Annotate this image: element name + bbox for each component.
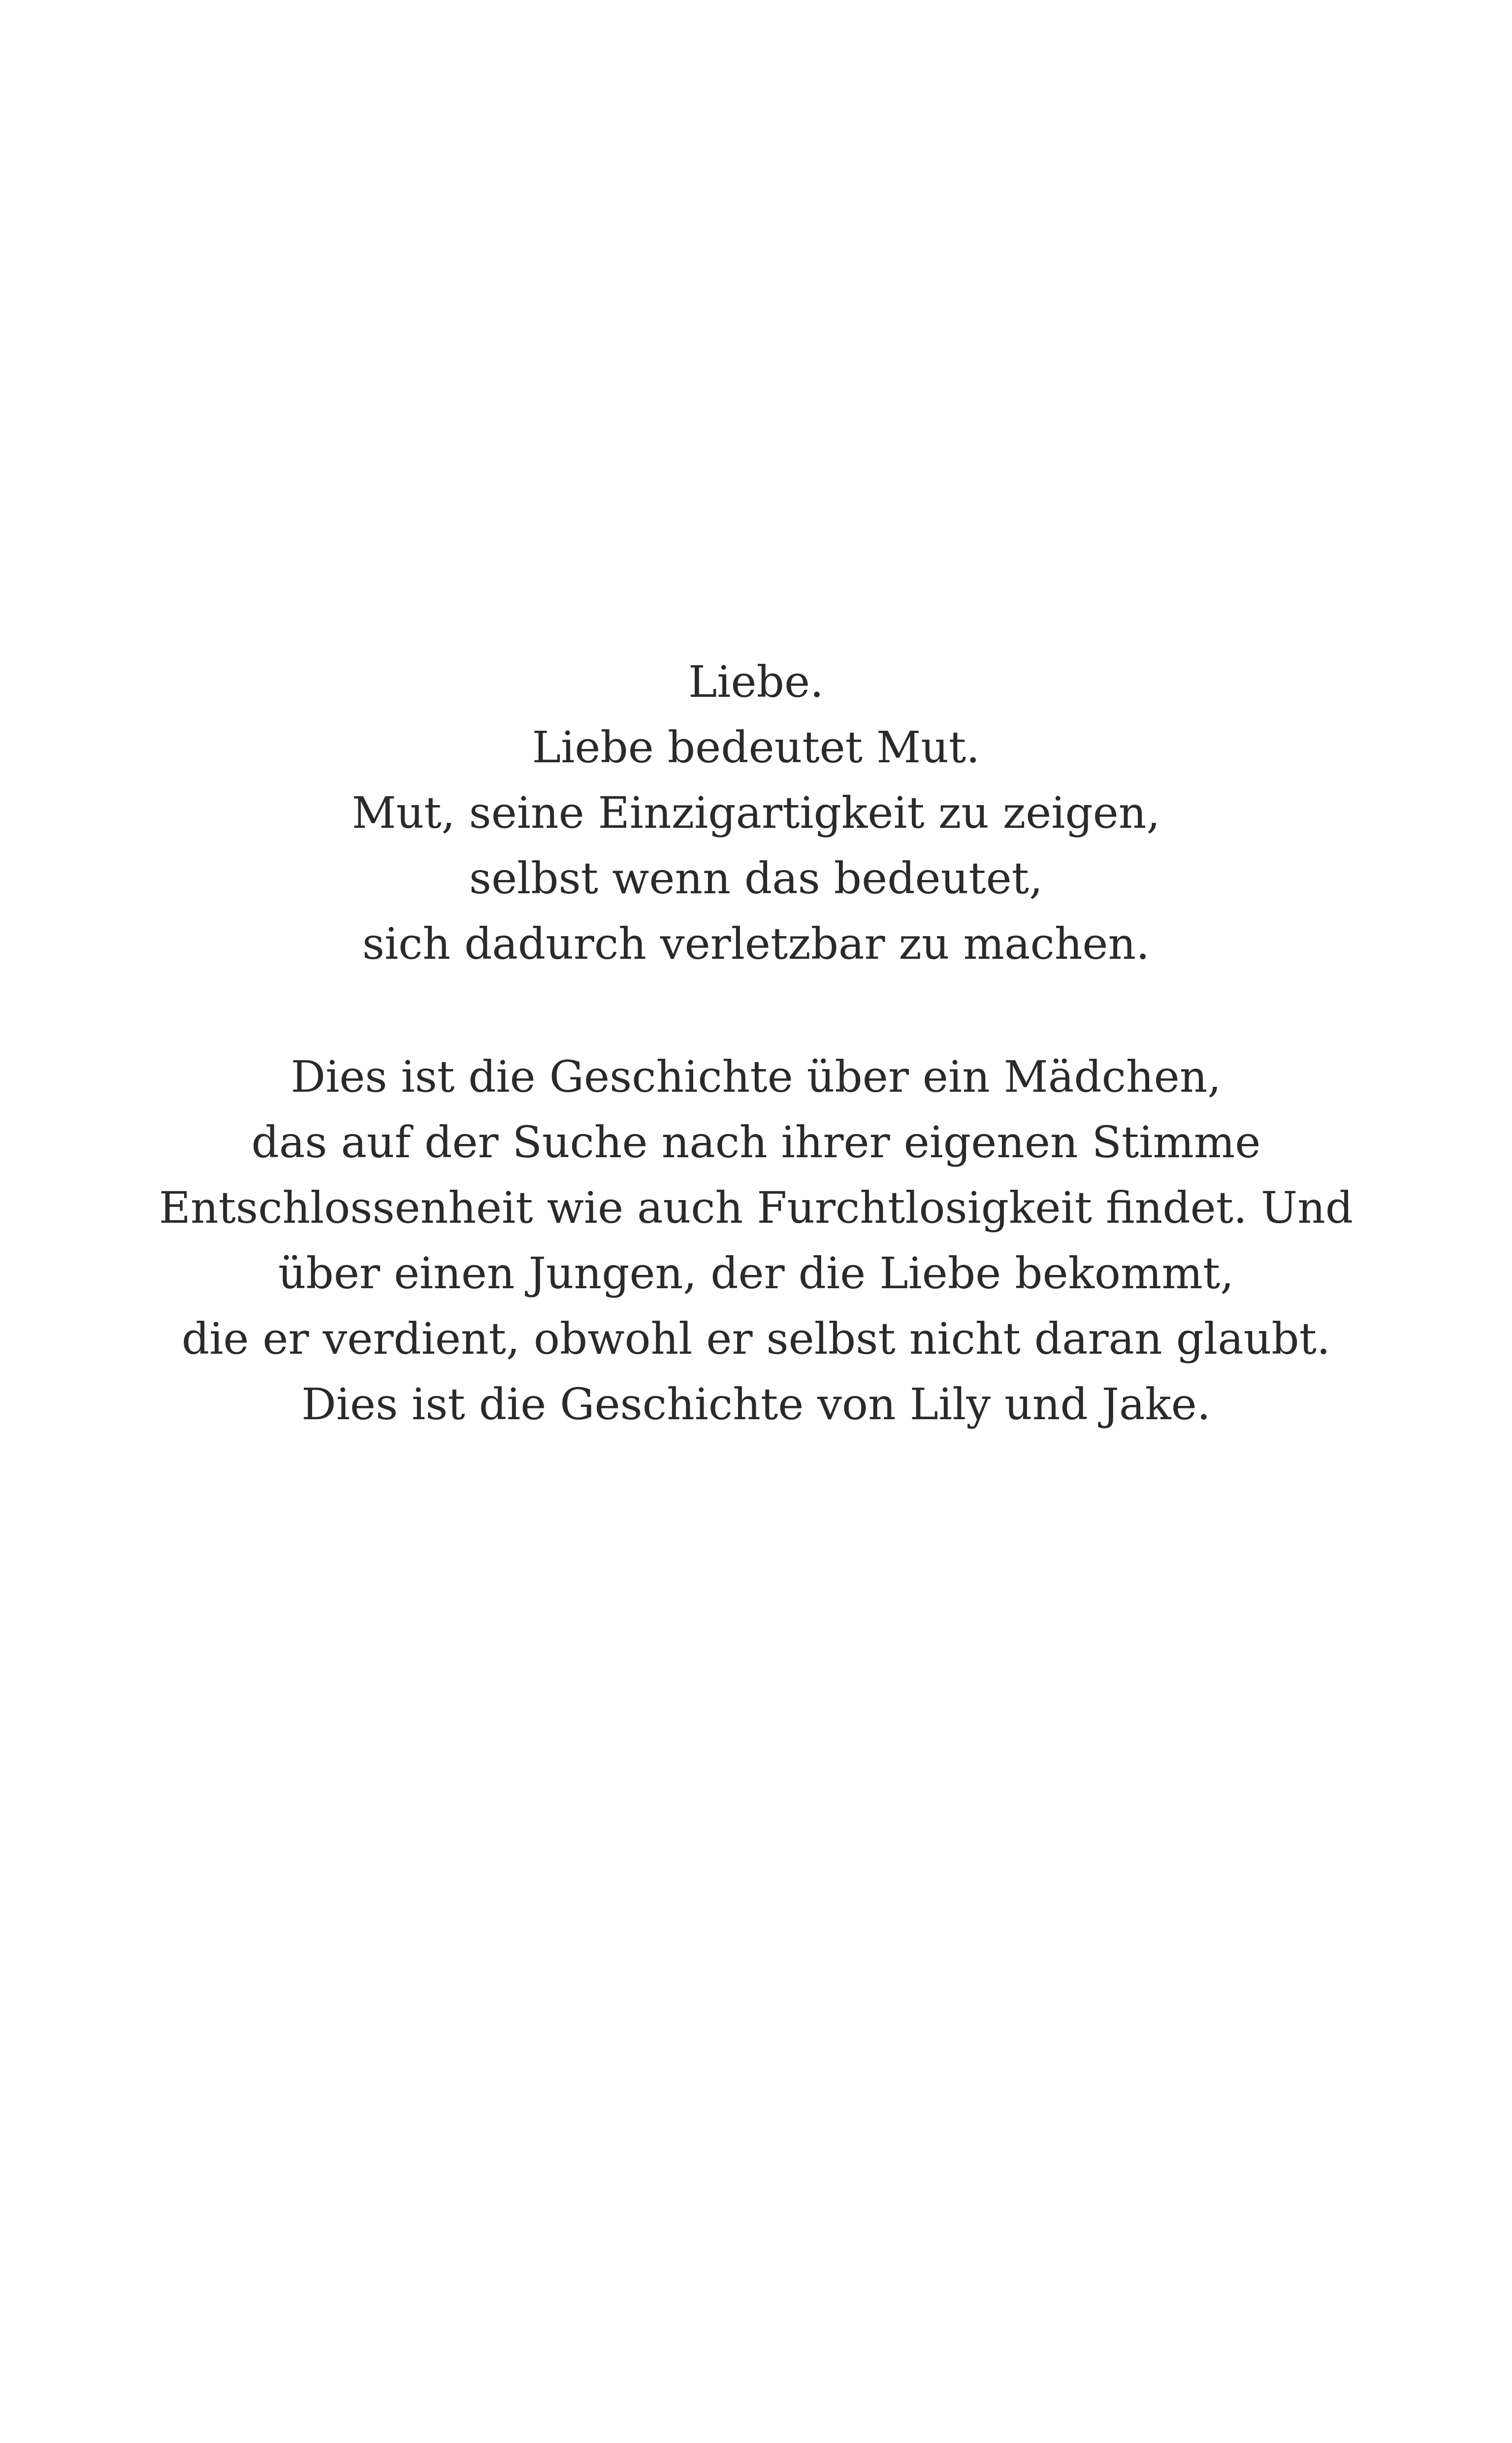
text-line: das auf der Suche nach ihrer eigenen Stimme xyxy=(251,1117,1261,1168)
text-line: selbst wenn das bedeutet, xyxy=(469,853,1043,904)
stanza-story-intro xyxy=(0,1044,1512,1437)
text-line: Liebe bedeutet Mut. xyxy=(532,722,980,773)
text-line: über einen Jungen, der die Liebe bekommt, xyxy=(278,1248,1234,1299)
stanza-love-courage xyxy=(0,649,1512,977)
text-line: sich dadurch verletzbar zu machen. xyxy=(362,918,1150,969)
text-line: Liebe. xyxy=(688,656,824,707)
text-line: Mut, seine Einzigartigkeit zu zeigen, xyxy=(352,787,1160,838)
text-line: Entschlossenheit wie auch Furchtlosigkeit findet. Und xyxy=(159,1182,1353,1233)
text-line: die er verdient, obwohl er selbst nicht daran glaubt. xyxy=(181,1313,1331,1364)
text-line: Dies ist die Geschichte von Lily und Jake. xyxy=(301,1379,1211,1430)
text-line: Dies ist die Geschichte über ein Mädchen, xyxy=(290,1051,1222,1102)
